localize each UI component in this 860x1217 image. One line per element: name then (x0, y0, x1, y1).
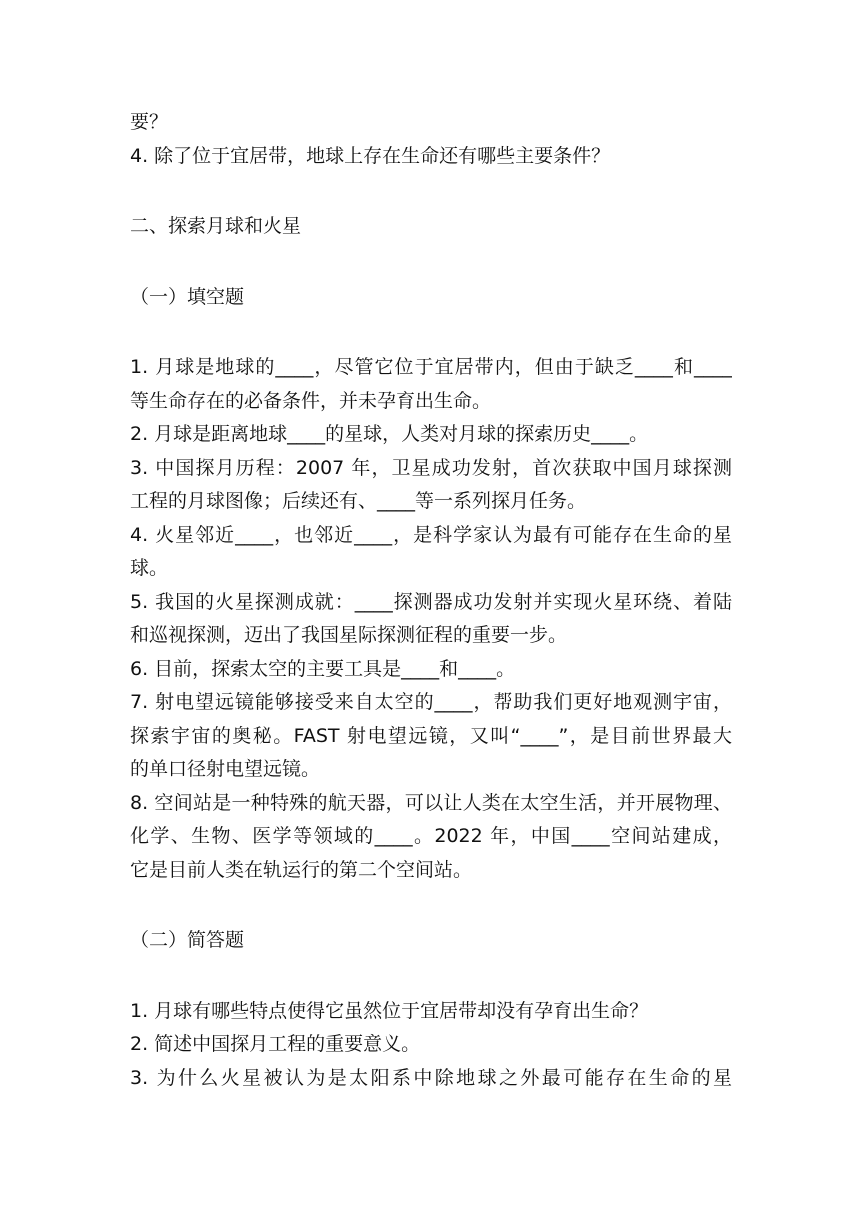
spacer (130, 244, 732, 281)
fill-blank-line: 1. 月球是地球的____，尽管它位于宜居带内，但由于缺乏____和____ (130, 356, 732, 378)
fill-blank-line: 化学、生物、医学等领域的____。2022 年，中国____空间站建成， (130, 825, 732, 847)
spacer (130, 173, 732, 210)
fill-blank-line: 6. 目前，探索太空的主要工具是____和____。 (130, 657, 516, 680)
fill-blank-line: 3. 中国探月历程：2007 年，卫星成功发射，首次获取中国月球探测 (130, 456, 732, 479)
fill-blank-line: 探索宇宙的奥秘。FAST 射电望远镜，又叫“____”，是目前世界最大 (130, 724, 732, 747)
fill-blank-line: 它是目前人类在轨运行的第二个空间站。 (130, 858, 473, 881)
fill-blank-line: 的单口径射电望远镜。 (130, 758, 321, 780)
continuation-line: 要？ (130, 111, 169, 133)
fill-blank-line: 工程的月球图像；后续还有、____等一系列探月任务。 (130, 490, 587, 512)
fill-blank-line: 5. 我国的火星探测成就：____探测器成功发射并实现火星环绕、着陆 (130, 590, 732, 613)
fill-blank-line: 8. 空间站是一种特殊的航天器，可以让人类在太空生活，并开展物理、 (130, 791, 732, 814)
short-answer-heading: （二）简答题 (130, 929, 245, 951)
short-answer-line: 3. 为什么火星被认为是太阳系中除地球之外最可能存在生命的星 (130, 1066, 732, 1089)
document-page (130, 106, 732, 1095)
fill-blank-heading: （一）填空题 (130, 285, 245, 308)
spacer (130, 887, 732, 924)
short-answer-line: 2. 简述中国探月工程的重要意义。 (130, 1033, 421, 1055)
spacer (130, 314, 732, 351)
fill-blank-line: 和巡视探测，迈出了我国星际探测征程的重要一步。 (130, 624, 568, 646)
fill-blank-line: 2. 月球是距离地球____的星球，人类对月球的探索历史____。 (130, 423, 649, 445)
section-title: 二、探索月球和火星 (130, 215, 302, 237)
fill-blank-line: 球。 (130, 557, 169, 579)
fill-blank-line: 7. 射电望远镜能够接受来自太空的____，帮助我们更好地观测宇宙， (130, 691, 732, 713)
spacer (130, 958, 732, 995)
fill-blank-line: 4. 火星邻近____，也邻近____，是科学家认为最有可能存在生命的星 (130, 523, 732, 546)
short-answer-line: 1. 月球有哪些特点使得它虽然位于宜居带却没有孕育出生命？ (130, 999, 649, 1022)
question-4-text: 4. 除了位于宜居带，地球上存在生命还有哪些主要条件？ (130, 144, 611, 167)
fill-blank-line: 等生命存在的必备条件，并未孕育出生命。 (130, 389, 492, 412)
